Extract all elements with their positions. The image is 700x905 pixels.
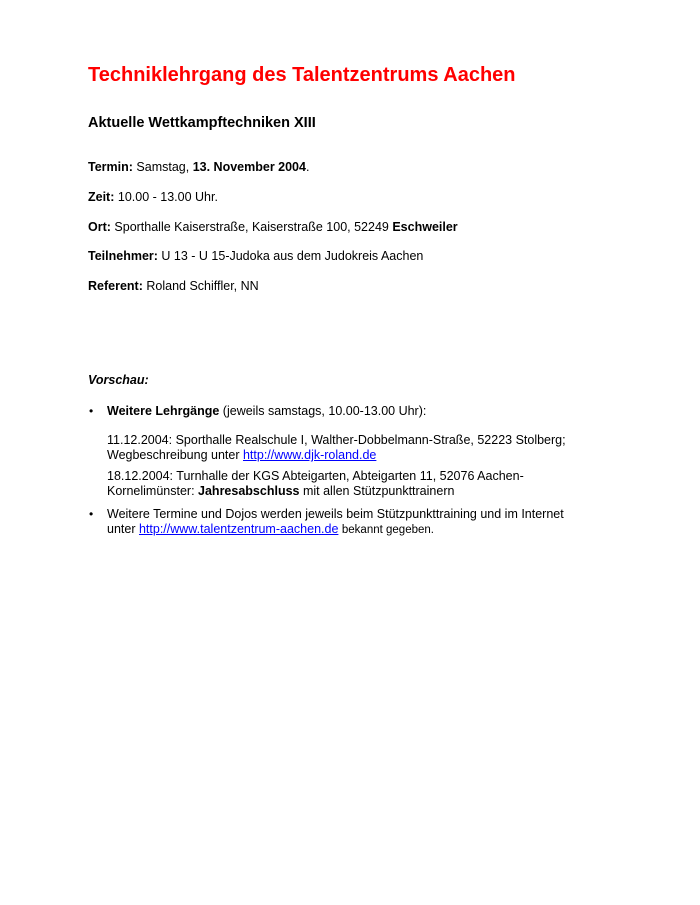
lehrgaenge-heading: Weitere Lehrgänge <box>107 404 220 418</box>
entry-1-line-2 <box>107 448 566 463</box>
entry-2-bold: Jahresabschluss <box>198 484 300 498</box>
termin-label: Termin: <box>88 160 133 174</box>
termine-line-2 <box>107 522 564 538</box>
termin-prefix: Samstag, <box>136 160 190 174</box>
bullet-icon: • <box>89 507 94 521</box>
termin-suffix: . <box>305 160 310 174</box>
ort-line <box>88 220 458 234</box>
teilnehmer-value: U 13 - U 15-Judoka aus dem Judokreis Aachen <box>161 249 424 263</box>
entry-2-prefix: Kornelimünster: <box>107 484 195 498</box>
ort-city: Eschweiler <box>392 220 458 234</box>
lehrgang-entry-2 <box>107 469 524 499</box>
preview-heading: Vorschau: <box>88 373 149 387</box>
termine-line-1: Weitere Termine und Dojos werden jeweils beim Stützpunkttraining und im Internet <box>107 507 564 521</box>
teilnehmer-line <box>88 249 423 263</box>
entry-2-suffix: mit allen Stützpunkttrainern <box>302 484 455 498</box>
teilnehmer-label: Teilnehmer: <box>88 249 158 263</box>
list-item-weitere-lehrgaenge <box>107 404 426 419</box>
termine-prefix: unter <box>107 522 136 536</box>
referent-value: Roland Schiffler, NN <box>146 279 259 293</box>
termin-line <box>88 160 309 174</box>
page-subtitle: Aktuelle Wettkampftechniken XIII <box>88 115 316 131</box>
bullet-icon: • <box>89 404 94 418</box>
referent-line <box>88 279 259 293</box>
page-title: Techniklehrgang des Talentzentrums Aachen <box>88 64 516 86</box>
djk-roland-link[interactable]: http://www.djk-roland.de <box>242 448 377 462</box>
ort-value: Sporthalle Kaiserstraße, Kaiserstraße 100, 52249 <box>114 220 389 234</box>
ort-label: Ort: <box>88 220 111 234</box>
talentzentrum-link[interactable]: http://www.talentzentrum-aachen.de <box>138 522 339 536</box>
zeit-value: 10.00 - 13.00 Uhr. <box>117 190 218 204</box>
entry-2-line-2 <box>107 484 524 499</box>
referent-label: Referent: <box>88 279 143 293</box>
entry-2-line-1: 18.12.2004: Turnhalle der KGS Abteigarten, Abteigarten 11, 52076 Aachen- <box>107 469 524 483</box>
termine-suffix: bekannt gegeben. <box>341 524 434 536</box>
entry-1-directions: Wegbeschreibung unter <box>107 448 240 462</box>
zeit-line <box>88 190 218 204</box>
zeit-label: Zeit: <box>88 190 115 204</box>
lehrgang-entry-1 <box>107 433 566 463</box>
lehrgaenge-note: (jeweils samstags, 10.00-13.00 Uhr): <box>222 404 427 418</box>
entry-1-line-1: 11.12.2004: Sporthalle Realschule I, Walther-Dobbelmann-Straße, 52223 Stolberg; <box>107 433 566 447</box>
list-item-termine-dojos <box>107 507 564 538</box>
termin-date: 13. November 2004 <box>192 160 306 174</box>
